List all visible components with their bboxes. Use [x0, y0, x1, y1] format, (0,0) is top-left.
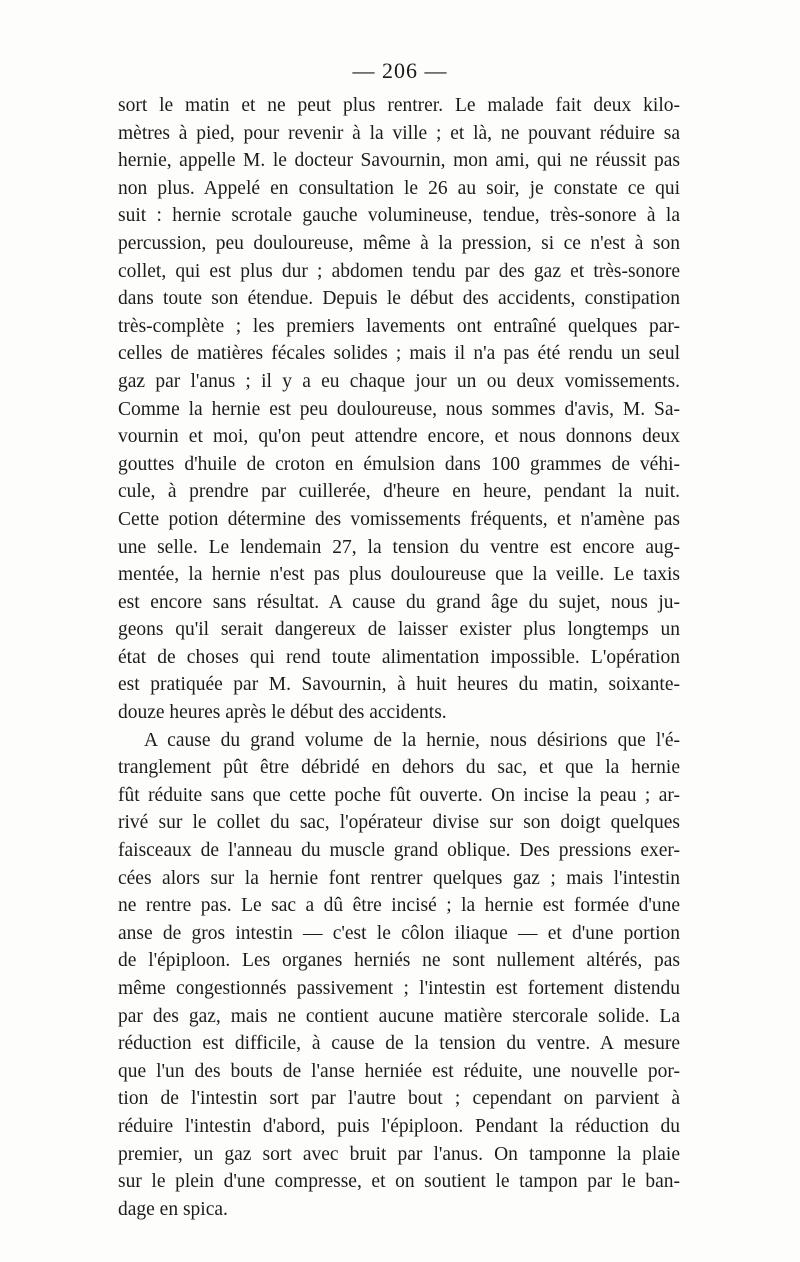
text-line: collet, qui est plus dur ; abdomen tendu par des gaz et très-sonore [118, 260, 680, 282]
text-line: gaz par l'anus ; il y a eu chaque jour un ou deux vomissements. [118, 370, 680, 392]
text-line: percussion, peu douloureuse, même à la pression, si ce n'est à son [118, 232, 680, 254]
text-line: réduction est difficile, à cause de la tension du ventre. A mesure [118, 1033, 680, 1055]
text-line: de l'épiploon. Les organes herniés ne sont nullement altérés, pas [118, 950, 680, 972]
paragraph-2 [118, 727, 680, 1224]
text-line: Comme la hernie est peu douloureuse, nous sommes d'avis, M. Sa- [118, 398, 680, 420]
text-line: état de choses qui rend toute alimentation impossible. L'opération [118, 646, 680, 668]
text-line: ne rentre pas. Le sac a dû être incisé ; la hernie est formée d'une [118, 895, 680, 917]
body-text [118, 92, 680, 1223]
text-line: premier, un gaz sort avec bruit par l'anus. On tamponne la plaie [118, 1143, 680, 1165]
text-line: que l'un des bouts de l'anse herniée est réduite, une nouvelle por- [118, 1060, 680, 1082]
text-line: très-complète ; les premiers lavements ont entraîné quelques par- [118, 315, 680, 337]
page-number: — 206 — [352, 58, 448, 83]
text-line: geons qu'il serait dangereux de laisser exister plus longtemps un [118, 619, 680, 641]
text-line: dage en spica. [118, 1198, 228, 1220]
text-line: est pratiquée par M. Savournin, à huit heures du matin, soixante- [118, 674, 680, 696]
text-line: par des gaz, mais ne contient aucune matière stercorale solide. La [118, 1005, 680, 1027]
text-line: gouttes d'huile de croton en émulsion dans 100 grammes de véhi- [118, 453, 680, 475]
text-line: rivé sur le collet du sac, l'opérateur divise sur son doigt quelques [118, 812, 680, 834]
text-line: tranglement pût être débridé en dehors du sac, et que la hernie [118, 757, 680, 779]
text-line: une selle. Le lendemain 27, la tension du ventre est encore aug- [118, 536, 680, 558]
text-line: Cette potion détermine des vomissements fréquents, et n'amène pas [118, 508, 680, 530]
text-line: anse de gros intestin — c'est le côlon iliaque — et d'une portion [118, 922, 680, 944]
text-line: non plus. Appelé en consultation le 26 au soir, je constate ce qui [118, 177, 680, 199]
text-line: cées alors sur la hernie font rentrer quelques gaz ; mais l'intestin [118, 867, 680, 889]
text-line: celles de matières fécales solides ; mais il n'a pas été rendu un seul [118, 343, 680, 365]
text-line: A cause du grand volume de la hernie, nous désirions que l'é- [144, 729, 680, 751]
text-line: suit : hernie scrotale gauche volumineuse, tendue, très-sonore à la [118, 205, 680, 227]
text-line: dans toute son étendue. Depuis le début des accidents, constipation [118, 288, 680, 310]
text-line: sur le plein d'une compresse, et on soutient le tampon par le ban- [118, 1171, 680, 1193]
text-line: cule, à prendre par cuillerée, d'heure en heure, pendant la nuit. [118, 481, 680, 503]
text-line: fût réduite sans que cette poche fût ouverte. On incise la peau ; ar- [118, 784, 680, 806]
text-line: mètres à pied, pour revenir à la ville ; et là, ne pouvant réduire sa [118, 122, 680, 144]
text-line: même congestionnés passivement ; l'intestin est fortement distendu [118, 978, 680, 999]
text-line: tion de l'intestin sort par l'autre bout ; cependant on parvient à [118, 1088, 680, 1110]
text-line: sort le matin et ne peut plus rentrer. Le malade fait deux kilo- [118, 95, 680, 116]
text-line: réduire l'intestin d'abord, puis l'épiploon. Pendant la réduction du [118, 1115, 680, 1137]
text-line: est encore sans résultat. A cause du grand âge du sujet, nous ju- [118, 591, 680, 613]
text-line: vournin et moi, qu'on peut attendre encore, et nous donnons deux [118, 426, 680, 448]
text-line: douze heures après le début des accidents. [118, 702, 447, 724]
text-line: mentée, la hernie n'est pas plus douloureuse que la veille. Le taxis [118, 564, 680, 586]
paragraph-1 [118, 92, 680, 727]
text-line: hernie, appelle M. le docteur Savournin, mon ami, qui ne réussit pas [118, 150, 680, 172]
text-line: faisceaux de l'anneau du muscle grand oblique. Des pressions exer- [118, 840, 680, 862]
